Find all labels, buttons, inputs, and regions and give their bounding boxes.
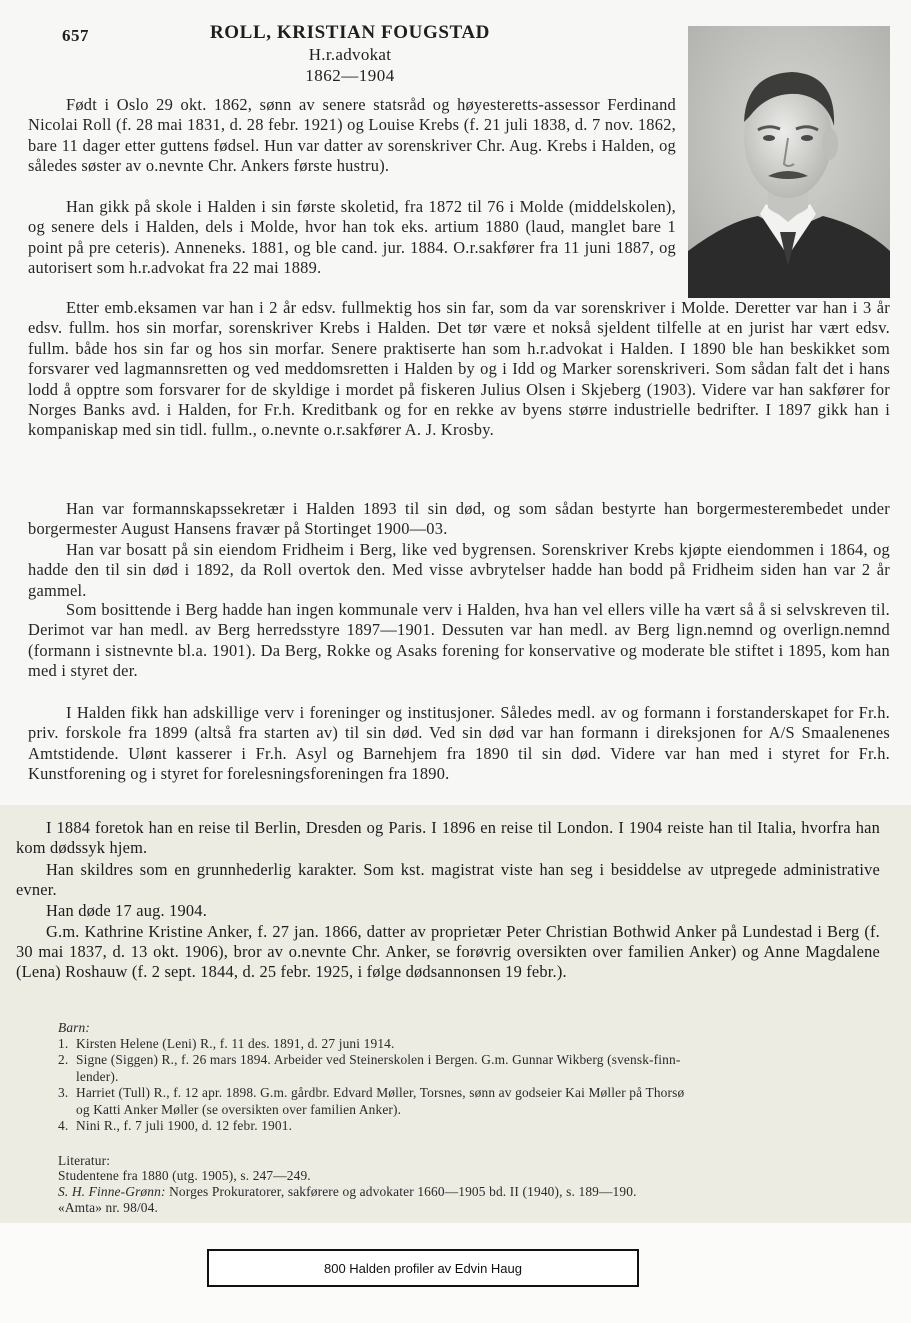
footer-caption-box — [207, 1249, 639, 1287]
footer-caption: 800 Halden profiler av Edvin Haug — [323, 1260, 522, 1276]
paragraph-marriage: G.m. Kathrine Kristine Anker, f. 27 jan. 1866, datter av proprietær Peter Christian Bothwid Anker på Lundestad i Berg (f. 30 mai 1837, d. 13 okt. 1906), bror av o.nevnte Chr. Anker, se forøvrig oversikten over familien Anker) og Anne Magdalene (Lena) Roshauw (f. 2 sept. 1844, d. 25 febr. 1925, i følge dødsannonsen 19 febr.). — [16, 922, 880, 982]
literature-heading: Literatur: — [58, 1153, 111, 1168]
child-item: 1. Kirsten Helene (Leni) R., f. 11 des. 1891, d. 27 juni 1914. — [58, 1036, 395, 1051]
paragraph-berg: Som bosittende i Berg hadde han ingen kommunale verv i Halden, hva han vel ellers ville ha vært så å si selvskreven til. Derimot var han medl. av Berg herredsstyre 1897—1901. Dessuten var han medl. av Berg lign.nemnd og overlign.nemnd (formann i sistnevnte bl.a. 1901). Da Berg, Rokke og Asaks forening for konservative og moderate ble stiftet i 1895, kom han med i styret der. — [28, 600, 890, 681]
paragraph-death: Han døde 17 aug. 1904. — [46, 901, 207, 920]
paragraph-career: Etter emb.eksamen var han i 2 år edsv. fullmektig hos sin far, som da var sorenskriver i Molde. Deretter var han i 3 år edsv. fullm. hos sin morfar, sorenskriver Krebs i Halden. Det tør være et nokså sjeldent tilfelle at en jurist har vært edsv. fullm. både hos sin far og hos sin morfar. Senere praktiserte han som h.r.advokat i Halden. I 1890 ble han beskikket som forsvarer ved lagmannsretten og ved meddomsretten i Halden by og i Idd og Marker sorenskriveri. Som sådan falt det i hans lodd å opptre som forsvarer for de skyldige i mordet på fiskeren Julius Olsen i Skjeberg (1903). Videre var han sakfører for Norges Banks avd. i Halden, for Fr.h. Kreditbank og for en rekke av byens større industrielle bedrifter. I 1897 gikk han i kompaniskap med sin tidl. fullm., o.nevnte o.r.sakfører A. J. Krosby. — [28, 298, 890, 440]
child-item: 2. Signe (Siggen) R., f. 26 mars 1894. Arbeider ved Steinerskolen i Bergen. G.m. Gunnar Wikberg (svensk-finn- lender). — [58, 1052, 681, 1084]
literature-item: Studentene fra 1880 (utg. 1905), s. 247—249. — [58, 1168, 311, 1183]
literature-item: S. H. Finne-Grønn: Norges Prokuratorer, sakførere og advokater 1660—1905 bd. II (1940), s. 189—190. — [58, 1184, 637, 1199]
paragraph-halden-roles: I Halden fikk han adskillige verv i foreninger og institusjoner. Således medl. av og formann i forstanderskapet for Fr.h. priv. forskole fra 1899 (altså fra starten av) til sin død. Ved sin død var han formann i direksjonen for A/S Smaalenenes Amtstidende. Ulønt kasserer i Fr.h. Asyl og Barnehjem fra 1890 til sin død. Videre var han med i styret for Fr.h. Kunstforening og i styret for forelesningsforeningen fra 1890. — [28, 703, 890, 784]
portrait-illustration — [688, 26, 890, 298]
page-number: 657 — [62, 26, 89, 45]
children-heading: Barn: — [58, 1020, 90, 1035]
paragraph-fridheim: Han var bosatt på sin eiendom Fridheim i Berg, like ved bygrensen. Sorenskriver Krebs kjøpte eiendommen i 1864, og hadde den til sin død i 1892, da Roll overtok den. Med visse avbrytelser hadde han bodd på Fridheim siden han var 2 år gammel. — [28, 540, 890, 600]
person-name: ROLL, KRISTIAN FOUGSTAD — [209, 22, 491, 43]
paragraph-travels: I 1884 foretok han en reise til Berlin, Dresden og Paris. I 1896 en reise til London. I 1904 reiste han til Italia, hvorfra han kom dødssyk hjem. — [16, 818, 880, 858]
child-item: 4. Nini R., f. 7 juli 1900, d. 12 febr. 1901. — [58, 1118, 293, 1133]
paragraph-education: Han gikk på skole i Halden i sin første skoletid, fra 1872 til 76 i Molde (middelskolen), og senere dels i Halden, dels i Molde, hvor han tok eks. artium 1880 (laud, manglet bare 1 point på pre ceteris). Anneneks. 1881, og ble cand. jur. 1884. O.r.sakfører fra 11 juni 1887, og autorisert som h.r.advokat fra 22 mai 1889. — [28, 197, 676, 278]
paragraph-secretary: Han var formannskapssekretær i Halden 1893 til sin død, og som sådan bestyrte han borgermesterembedet under borgermester August Hansens fravær på Stortinget 1900—03. — [28, 499, 890, 539]
person-years: 1862—1904 — [305, 66, 395, 85]
literature-item: «Amta» nr. 98/04. — [58, 1200, 158, 1215]
person-title: H.r.advokat — [308, 45, 392, 64]
paragraph-birth: Født i Oslo 29 okt. 1862, sønn av senere statsråd og høyesteretts-assessor Ferdinand Nicolai Roll (f. 28 mai 1831, d. 28 febr. 1921) og Louise Krebs (f. 21 juli 1838, d. 7 nov. 1862, bare 11 dager etter guttens fødsel. Hun var datter av sorenskriver Chr. Aug. Krebs i Halden, og således søster av o.nevnte Chr. Ankers første hustru). — [28, 95, 676, 176]
child-item: 3. Harriet (Tull) R., f. 12 apr. 1898. G.m. gårdbr. Edvard Møller, Torsnes, sønn av godseier Kai Møller på Thorsø og Katti Anker Møller (se oversikten over familien Anker). — [58, 1085, 685, 1117]
portrait-photo — [688, 26, 890, 298]
paragraph-character: Han skildres som en grunnhederlig karakter. Som kst. magistrat viste han seg i besiddelse av utpregede administrative evner. — [16, 860, 880, 900]
